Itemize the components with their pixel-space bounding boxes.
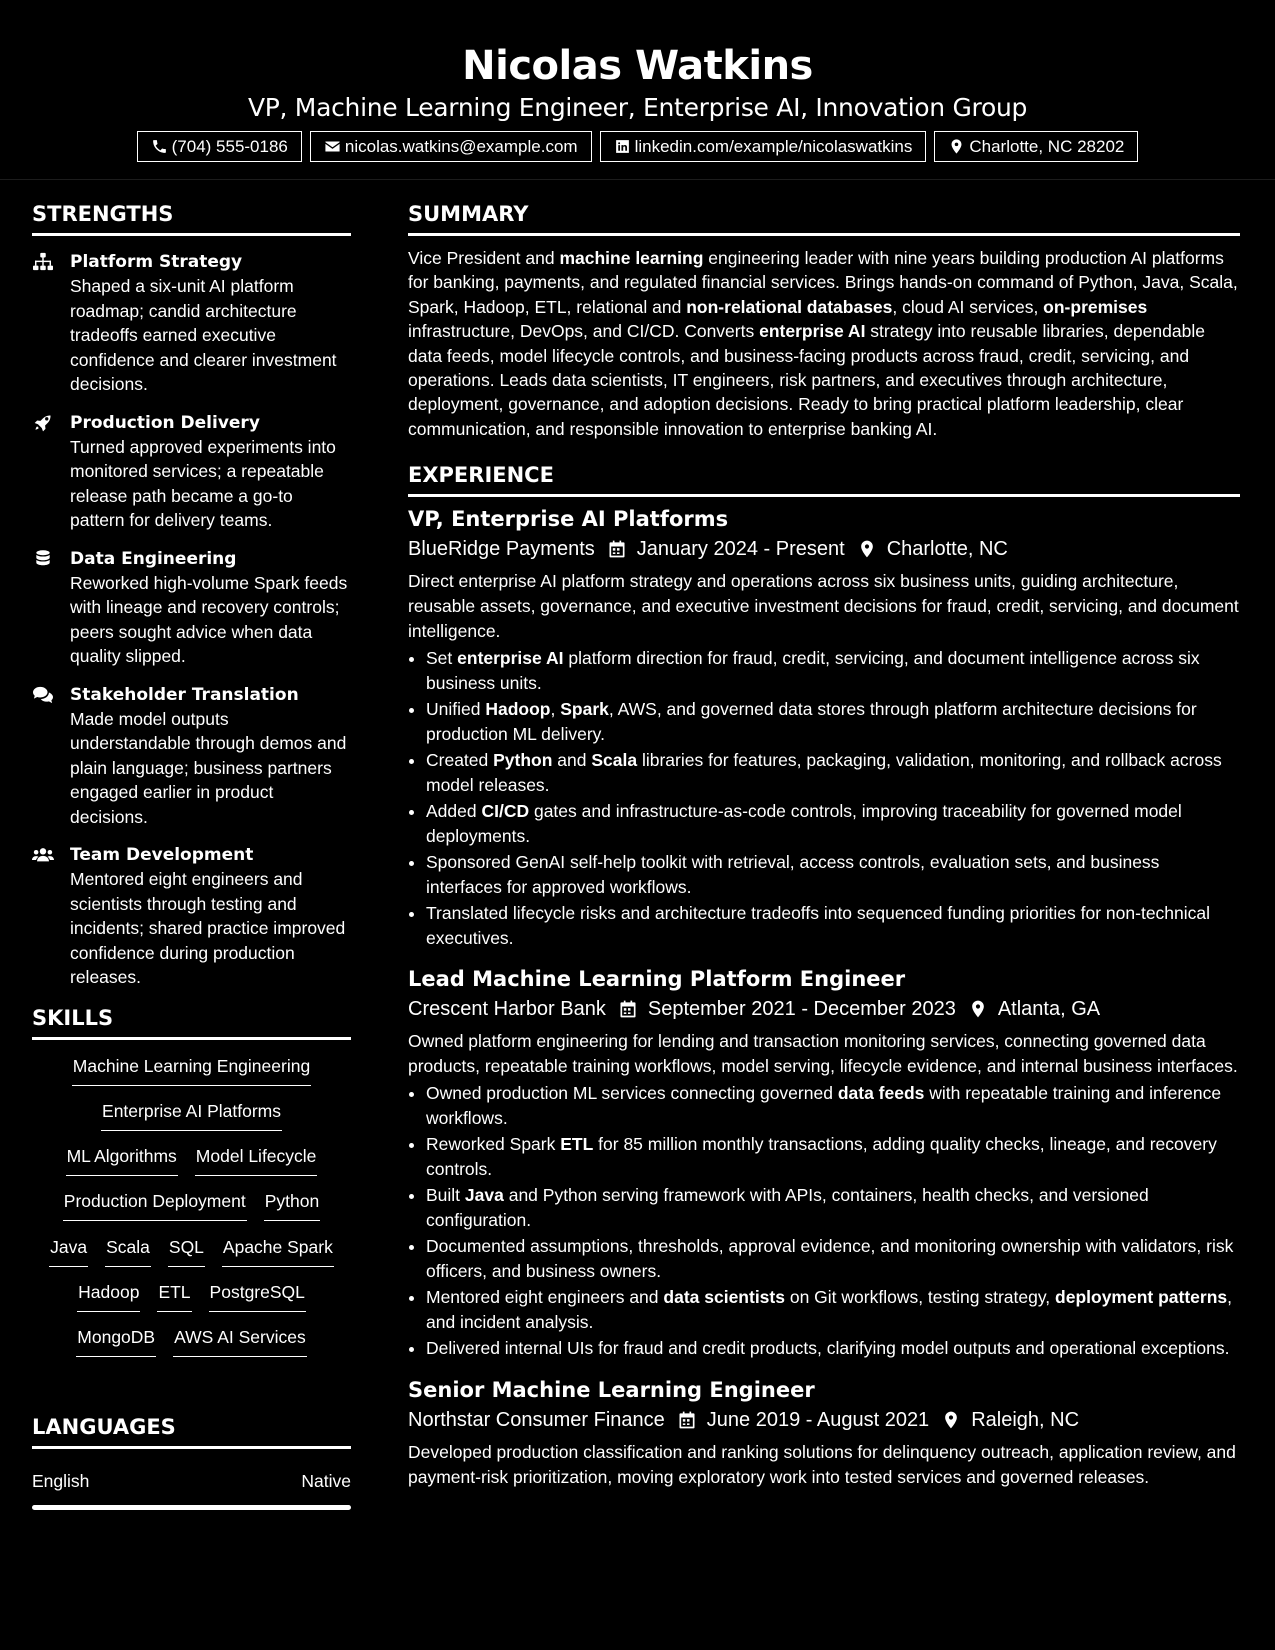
phone-icon [151, 138, 168, 155]
job-location: Atlanta, GA [997, 998, 1101, 1021]
bold-keyword: Java [464, 1185, 504, 1206]
comments-icon [32, 685, 54, 705]
summary-heading: SUMMARY [408, 200, 1240, 236]
skill-tag: Model Lifecycle [195, 1144, 318, 1176]
linkedin-icon [614, 138, 631, 155]
skill-tag: SQL [168, 1235, 205, 1267]
skill-tag: Scala [105, 1235, 151, 1267]
strengths-heading: STRENGTHS [32, 200, 351, 236]
strength-title: Platform Strategy [70, 252, 243, 272]
skill-row [32, 1099, 351, 1144]
bold-keyword: non-relational databases [686, 296, 893, 317]
skill-tag: ETL [157, 1280, 191, 1312]
skill-tag: Enterprise AI Platforms [101, 1099, 282, 1131]
job-bullet: • Added CI/CD gates and infrastructure-as-code controls, improving traceability for governed model deployments. [426, 799, 1240, 848]
job-company: BlueRidge Payments [408, 538, 595, 561]
strength-title: Team Development [70, 845, 254, 865]
bold-keyword: deployment patterns [1055, 1287, 1228, 1308]
job-dates: January 2024 - Present [636, 538, 845, 561]
strengths-list [32, 250, 351, 990]
job-bullet: • Created Python and Scala libraries for features, packaging, validation, monitoring, and rollback across model releases. [426, 748, 1240, 797]
experience-heading: EXPERIENCE [408, 461, 1240, 497]
job-location: Raleigh, NC [971, 1408, 1080, 1431]
rocket-icon [32, 413, 54, 433]
job-bullet: • Translated lifecycle risks and architecture tradeoffs into sequenced funding priorities for non-technical executives. [426, 901, 1240, 950]
job-bullet: • Reworked Spark ETL for 85 million monthly transactions, adding quality checks, lineage, and recovery controls. [426, 1132, 1240, 1181]
job-bullet: • Sponsored GenAI self-help toolkit with retrieval, access controls, evaluation sets, and business interfaces for approved workflows. [426, 850, 1240, 899]
job-company: Crescent Harbor Bank [408, 998, 606, 1021]
skill-row [32, 1144, 351, 1189]
sitemap-icon [32, 252, 54, 272]
map-pin-icon [948, 138, 965, 155]
job-bullet: • Documented assumptions, thresholds, approval evidence, and monitoring ownership with validators, risk officers, and business owners. [426, 1234, 1240, 1283]
strength-desc: Reworked high-volume Spark feeds with lineage and recovery controls; peers sought advice when data quality slipped. [70, 572, 348, 666]
job-bullet: • Owned production ML services connecting governed data feeds with repeatable training and inference workflows. [426, 1081, 1240, 1130]
skill-row [32, 1325, 351, 1370]
database-icon [32, 549, 54, 569]
job-description: Owned platform engineering for lending and transaction monitoring services, connecting governed data products, repeatable training workflows, model serving, lifecycle evidence, and internal business interfaces. [408, 1031, 1238, 1077]
bold-keyword: on-premises [1043, 296, 1148, 317]
skill-tag: Machine Learning Engineering [72, 1054, 311, 1086]
job-description: Direct enterprise AI platform strategy and operations across six business units, guiding architecture, reusable assets, governance, and executive investment decisions for fraud, credit, servicing, and document intelligence. [408, 571, 1239, 642]
users-icon [32, 845, 54, 865]
job-dates: September 2021 - December 2023 [647, 998, 956, 1021]
job-title: Lead Machine Learning Platform Engineer [408, 967, 906, 992]
job-bullet: • Unified Hadoop, Spark, AWS, and governed data stores through platform architecture decisions for production ML delivery. [426, 697, 1240, 746]
bold-keyword: Spark [560, 699, 609, 720]
bold-keyword: Scala [591, 750, 638, 771]
languages-heading: LANGUAGES [32, 1413, 351, 1449]
strength-desc: Turned approved experiments into monitored services; a repeatable release path became a go-to pattern for delivery teams. [70, 436, 336, 530]
bold-keyword: Hadoop [485, 699, 551, 720]
right-column [408, 200, 1240, 1490]
language-level: Native [301, 1470, 351, 1491]
strength-item [32, 843, 351, 990]
calendar-icon [677, 1410, 697, 1430]
strength-title: Stakeholder Translation [70, 684, 299, 705]
skill-row [32, 1189, 351, 1234]
language-proficiency-bar [32, 1505, 351, 1510]
job-title: Senior Machine Learning Engineer [408, 1377, 815, 1402]
map-pin-icon [968, 999, 988, 1019]
job-bullets [408, 1081, 1240, 1361]
candidate-title: VP, Machine Learning Engineer, Enterprise AI, Innovation Group [247, 93, 1028, 122]
job-bullet: • Set enterprise AI platform direction for fraud, credit, servicing, and document intelligence across six business units. [426, 646, 1240, 695]
skill-row [32, 1235, 351, 1280]
calendar-icon [607, 539, 627, 559]
strength-desc: Mentored eight engineers and scientists through testing and incidents; shared practice improved confidence during production releases. [70, 869, 346, 987]
strength-item [32, 547, 351, 669]
strength-desc: Shaped a six-unit AI platform roadmap; candid architecture tradeoffs earned executive confidence and clearer investment decisions. [70, 276, 337, 394]
job-title: VP, Enterprise AI Platforms [408, 507, 729, 532]
bold-keyword: machine learning [559, 248, 704, 268]
skill-row [32, 1280, 351, 1325]
job-dates: June 2019 - August 2021 [706, 1408, 930, 1431]
strength-item [32, 683, 351, 830]
skill-row [32, 1054, 351, 1099]
job-bullet: • Delivered internal UIs for fraud and credit products, clarifying model outputs and operational exceptions. [426, 1336, 1240, 1361]
language-item [32, 1469, 351, 1493]
skill-tag: MongoDB [76, 1325, 156, 1357]
resume-header [0, 0, 1275, 180]
email-text: nicolas.watkins@example.com [344, 136, 578, 156]
bold-keyword: CI/CD [481, 801, 530, 822]
location-text: Charlotte, NC 28202 [969, 136, 1125, 156]
strength-title: Data Engineering [70, 548, 237, 569]
map-pin-icon [857, 539, 877, 559]
job-meta [408, 534, 1240, 564]
job-entry [408, 964, 1240, 1361]
strength-item [32, 250, 351, 397]
contact-linkedin[interactable] [600, 131, 927, 162]
job-meta [408, 994, 1240, 1024]
contact-location [934, 131, 1138, 162]
phone-text: (704) 555-0186 [171, 136, 288, 156]
job-meta [408, 1405, 1240, 1435]
strength-item [32, 411, 351, 533]
bold-keyword: Python [493, 750, 553, 771]
skill-tag: PostgreSQL [209, 1280, 306, 1312]
bold-keyword: enterprise AI [759, 321, 866, 342]
job-company: Northstar Consumer Finance [408, 1408, 665, 1431]
candidate-name: Nicolas Watkins [462, 43, 813, 89]
job-bullet: • Mentored eight engineers and data scientists on Git workflows, testing strategy, deployment patterns, and incident analysis. [426, 1285, 1240, 1334]
skill-tag: Apache Spark [222, 1235, 334, 1267]
skills-heading: SKILLS [32, 1004, 351, 1040]
job-bullets [408, 646, 1240, 950]
contact-phone[interactable] [137, 131, 302, 162]
skill-tag: Hadoop [77, 1280, 140, 1312]
left-column [32, 200, 351, 1510]
skill-tag: Production Deployment [63, 1189, 247, 1221]
contact-email[interactable] [310, 131, 592, 162]
skill-tag: Java [49, 1235, 88, 1267]
job-entry [408, 1375, 1240, 1490]
skill-tag: Python [264, 1189, 320, 1221]
calendar-icon [618, 999, 638, 1019]
linkedin-text: linkedin.com/example/nicolaswatkins [634, 136, 913, 156]
skill-tag: AWS AI Services [173, 1325, 307, 1357]
job-bullet: • Built Java and Python serving framework with APIs, containers, health checks, and versioned configuration. [426, 1183, 1240, 1232]
bold-keyword: data scientists [663, 1287, 785, 1308]
bold-keyword: data feeds [837, 1083, 925, 1104]
skill-tag: ML Algorithms [66, 1144, 178, 1176]
job-entry [408, 504, 1240, 950]
job-location: Charlotte, NC [886, 538, 1008, 561]
skills-list [32, 1054, 351, 1371]
map-pin-icon [941, 1410, 961, 1430]
language-name: English [32, 1470, 90, 1491]
summary-text: Vice President and machine learning engineering leader with nine years building production AI platforms for banking, payments, and regulated financial services. Brings hands-on command of Python, Java, Scala, Spark, Hadoop, ETL, relational and non-relational databases, cloud AI services, on-premises infrastructure, DevOps, and CI/CD. Converts enterprise AI strategy into reusable libraries, dependable data feeds, model lifecycle controls, and business-facing products across fraud, credit, servicing, and operations. Leads data scientists, IT engineers, risk partners, and executives through architecture, deployment, governance, and adoption decisions. Ready to bring practical platform leadership, clear communication, and responsible innovation to enterprise banking AI. [408, 248, 1238, 439]
envelope-icon [324, 138, 341, 155]
bold-keyword: ETL [560, 1134, 594, 1155]
contact-bar [0, 131, 1275, 162]
job-description: Developed production classification and ranking solutions for delinquency outreach, application review, and payment-risk prioritization, moving exploratory work into tested services and governed releases. [408, 1441, 1236, 1487]
strength-desc: Made model outputs understandable through demos and plain language; business partners engaged earlier in product decisions. [70, 708, 347, 827]
bold-keyword: enterprise AI [457, 648, 564, 669]
strength-title: Production Delivery [70, 412, 260, 433]
